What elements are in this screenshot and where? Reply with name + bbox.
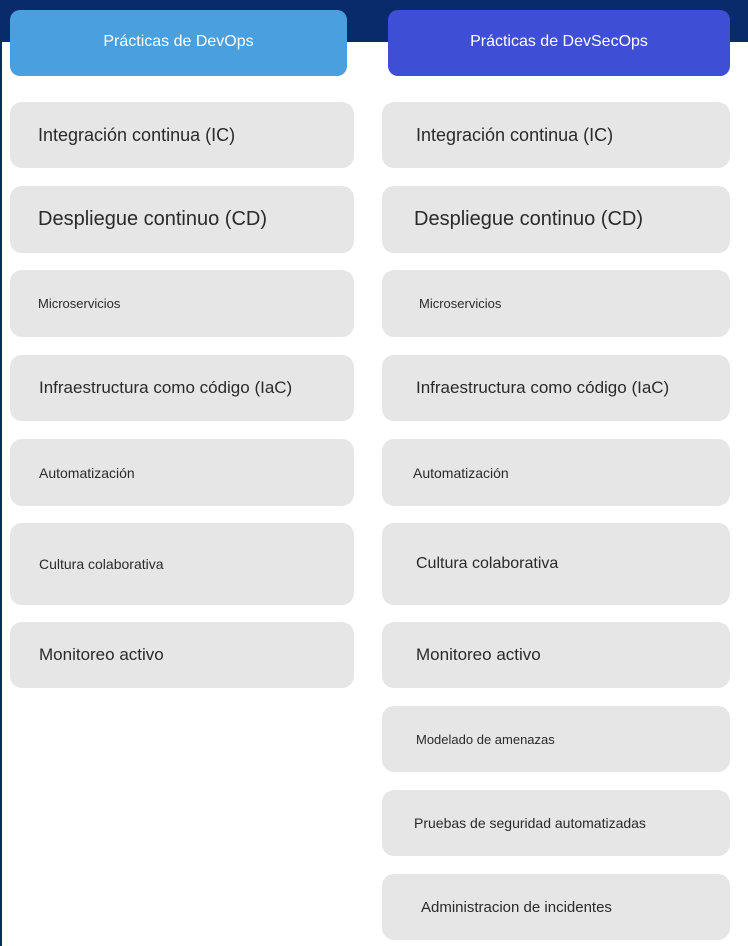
devops-card-label: Integración continua (IC) — [38, 124, 236, 145]
devsecops-card-label: Microservicios — [419, 296, 502, 311]
devsecops-card-pruebas — [382, 790, 730, 856]
devops-card-ic — [10, 102, 354, 168]
devops-card-label: Despliegue continuo (CD) — [38, 208, 268, 230]
devsecops-header-label: Prácticas de DevSecOps — [470, 33, 648, 50]
devops-card-cd — [10, 186, 354, 253]
devsecops-card-label: Automatización — [413, 464, 509, 481]
devops-card-cultura — [10, 523, 354, 605]
devops-header-label: Prácticas de DevOps — [103, 33, 254, 50]
devsecops-card-label: Administracion de incidentes — [421, 898, 612, 916]
devsecops-card-label: Monitoreo activo — [416, 645, 541, 664]
devsecops-card-modelado — [382, 706, 730, 772]
devsecops-card-label: Cultura colaborativa — [416, 555, 559, 572]
devsecops-card-label: Integración continua (IC) — [416, 124, 614, 145]
devsecops-card-cultura — [382, 523, 730, 605]
devops-card-label: Infraestructura como código (IaC) — [39, 378, 293, 397]
devops-card-iac — [10, 355, 354, 421]
devops-header — [10, 10, 347, 76]
devops-card-label: Automatización — [39, 464, 135, 481]
left-edge-border — [0, 0, 2, 946]
devsecops-card-cd — [382, 186, 730, 253]
devsecops-card-automatizacion — [382, 439, 730, 506]
devsecops-card-label: Despliegue continuo (CD) — [414, 208, 644, 230]
devsecops-card-ic — [382, 102, 730, 168]
devsecops-card-microservicios — [382, 270, 730, 337]
devsecops-card-incidentes — [382, 874, 730, 940]
devsecops-card-label: Pruebas de seguridad automatizadas — [414, 815, 646, 831]
devsecops-card-label: Infraestructura como código (IaC) — [416, 378, 670, 397]
devsecops-card-iac — [382, 355, 730, 421]
devops-card-monitoreo — [10, 622, 354, 688]
devops-card-automatizacion — [10, 439, 354, 506]
devops-card-label: Cultura colaborativa — [39, 556, 164, 572]
devsecops-card-monitoreo — [382, 622, 730, 688]
devops-card-microservicios — [10, 270, 354, 337]
devsecops-header — [388, 10, 730, 76]
devops-card-label: Microservicios — [38, 296, 121, 311]
devops-card-label: Monitoreo activo — [39, 645, 164, 664]
devsecops-card-label: Modelado de amenazas — [416, 731, 555, 747]
